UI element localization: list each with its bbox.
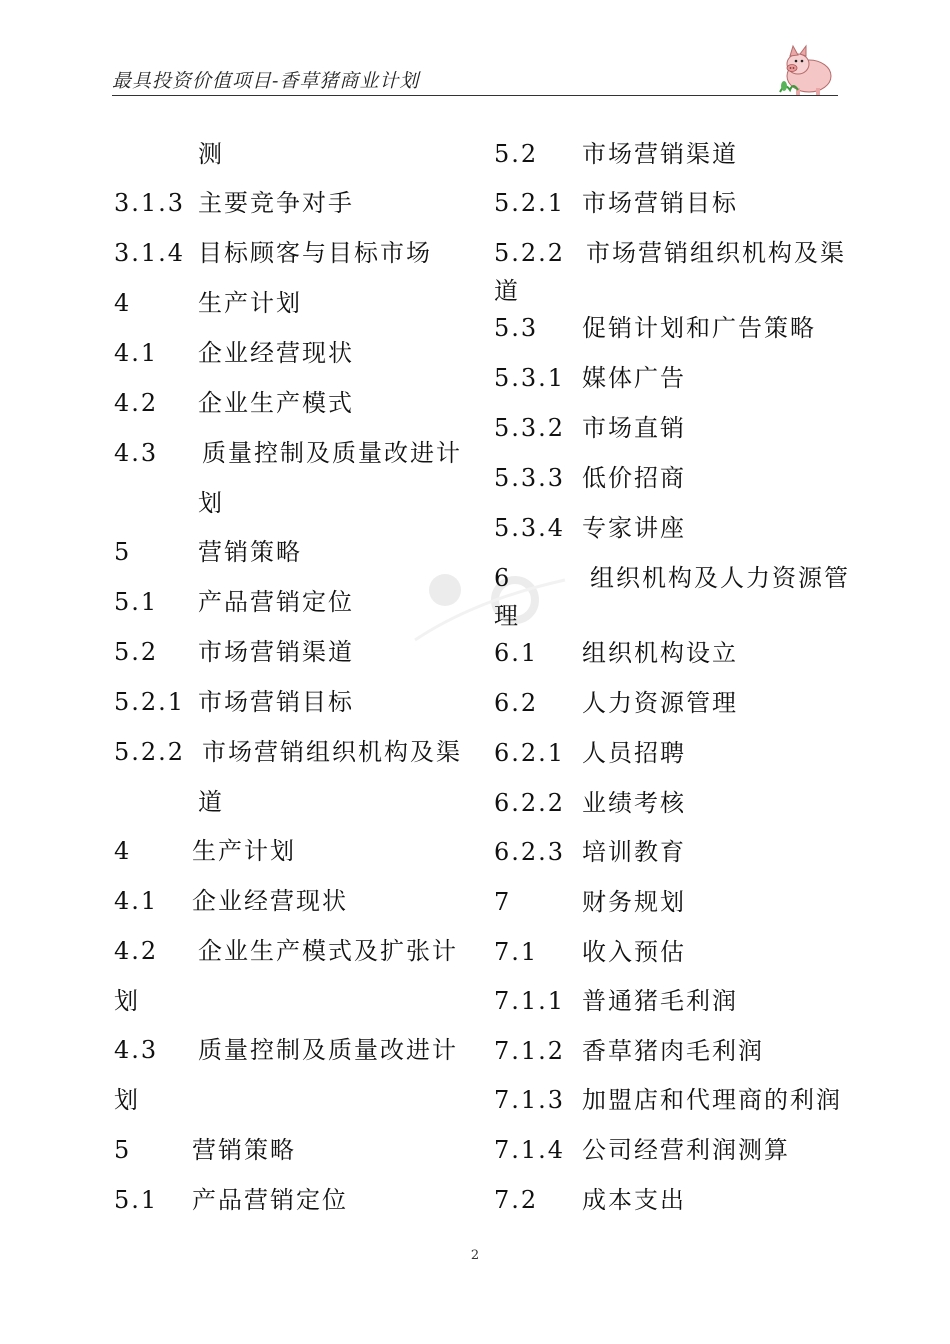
toc-entry-number: 6 [494,564,512,592]
toc-entry-title: 生产计划 [192,837,296,865]
toc-entry-number: 6.1 [494,639,539,667]
toc-entry-number: 7 [494,888,512,916]
toc-entry-title: 企业生产模式及扩张计 [198,937,458,965]
toc-entry-title: 促销计划和广告策略 [582,314,816,342]
toc-entry-title: 测 [198,140,224,168]
toc-entry-title: 加盟店和代理商的利润 [582,1086,842,1114]
toc-entry-number: 5.3.2 [494,414,566,442]
toc-entry-number: 5.3.3 [494,464,566,492]
toc-entry-title: 财务规划 [582,888,686,916]
toc-entry-number: 3.1.4 [114,239,186,267]
toc-entry-number: 6.2.2 [494,789,566,817]
toc-entry-number: 6.2 [494,689,539,717]
toc-entry-number: 4.3 [114,1036,159,1064]
toc-entry-number: 5.1 [114,1186,159,1214]
toc-entry-number: 5.2 [494,140,539,168]
toc-entry-number: 6.2.3 [494,838,566,866]
toc-entry-title: 企业生产模式 [198,389,354,417]
toc-entry-number: 5 [114,538,132,566]
header-divider [112,95,838,96]
toc-entry-number: 7.1.2 [494,1037,566,1065]
header-title: 最具投资价值项目-香草猪商业计划 [112,70,420,92]
page-number: 2 [470,1248,480,1263]
toc-entry-number: 7.1.3 [494,1086,566,1114]
toc-entry-number: 7.1.4 [494,1136,566,1164]
toc-entry-number: 4 [114,289,132,317]
toc-entry-title: 培训教育 [582,838,686,866]
toc-entry-title: 市场直销 [582,414,686,442]
toc-entry-number: 5.2.1 [494,189,566,217]
toc-entry-number: 5.2.2 [494,239,566,267]
toc-entry-number: 4 [114,837,132,865]
toc-entry-title: 市场营销目标 [198,688,354,716]
toc-entry-title: 公司经营利润测算 [582,1136,790,1164]
toc-entry-number: 5 [114,1136,132,1164]
toc-entry-title: 人力资源管理 [582,689,738,717]
toc-entry-title: 人员招聘 [582,739,686,767]
toc-entry-number: 4.1 [114,339,159,367]
toc-entry-number: 5.3.4 [494,514,566,542]
toc-entry-title: 组织机构设立 [582,639,738,667]
toc-entry-title: 市场营销渠道 [582,140,738,168]
toc-entry-title: 主要竞争对手 [198,189,354,217]
toc-entry-number: 7.1.1 [494,987,566,1015]
toc-entry-title: 组织机构及人力资源管 [590,564,850,592]
toc-entry-number: 7.2 [494,1186,539,1214]
toc-entry-title: 媒体广告 [582,364,686,392]
toc-entry-title: 普通猪毛利润 [582,987,738,1015]
toc-entry-number: 4.3 [114,439,159,467]
toc-entry-title: 道 [198,788,224,816]
toc-entry-title: 产品营销定位 [192,1186,348,1214]
toc-entry-title: 香草猪肉毛利润 [582,1037,764,1065]
toc-entry-number: 道 [494,277,520,305]
toc-entry-title: 质量控制及质量改进计 [202,439,462,467]
toc-entry-number: 4.2 [114,389,159,417]
toc-entry-title: 目标顾客与目标市场 [198,239,432,267]
toc-entry-number: 4.2 [114,937,159,965]
toc-entry-number: 5.3.1 [494,364,566,392]
toc-entry-title: 营销策略 [198,538,302,566]
toc-entry-title: 业绩考核 [582,789,686,817]
toc-entry-number: 6.2.1 [494,739,566,767]
toc-entry-title: 企业经营现状 [192,887,348,915]
toc-entry-number: 划 [114,987,140,1015]
toc-entry-title: 低价招商 [582,464,686,492]
toc-entry-title: 营销策略 [192,1136,296,1164]
toc-entry-title: 划 [198,489,224,517]
toc-entry-number: 理 [494,602,520,630]
toc-entry-number: 5.2 [114,638,159,666]
toc-entry-title: 企业经营现状 [198,339,354,367]
toc-entry-number: 7.1 [494,938,539,966]
toc-entry-title: 专家讲座 [582,514,686,542]
toc-entry-number: 5.2.1 [114,688,186,716]
toc-entry-number: 5.2.2 [114,738,186,766]
toc-entry-number: 3.1.3 [114,189,186,217]
toc-entry-number: 划 [114,1086,140,1114]
toc-entry-title: 产品营销定位 [198,588,354,616]
toc-entry-title: 市场营销目标 [582,189,738,217]
watermark-graphic [395,540,575,660]
toc-entry-title: 市场营销组织机构及渠 [586,239,846,267]
toc-entry-title: 质量控制及质量改进计 [198,1036,458,1064]
toc-entry-title: 生产计划 [198,289,302,317]
toc-entry-number: 4.1 [114,887,159,915]
toc-entry-title: 市场营销渠道 [198,638,354,666]
toc-entry-title: 收入预估 [582,938,686,966]
toc-entry-title: 市场营销组织机构及渠 [202,738,462,766]
toc-entry-number: 5.1 [114,588,159,616]
pig-logo-icon [776,42,838,98]
toc-entry-title: 成本支出 [582,1186,686,1214]
toc-entry-number: 5.3 [494,314,539,342]
